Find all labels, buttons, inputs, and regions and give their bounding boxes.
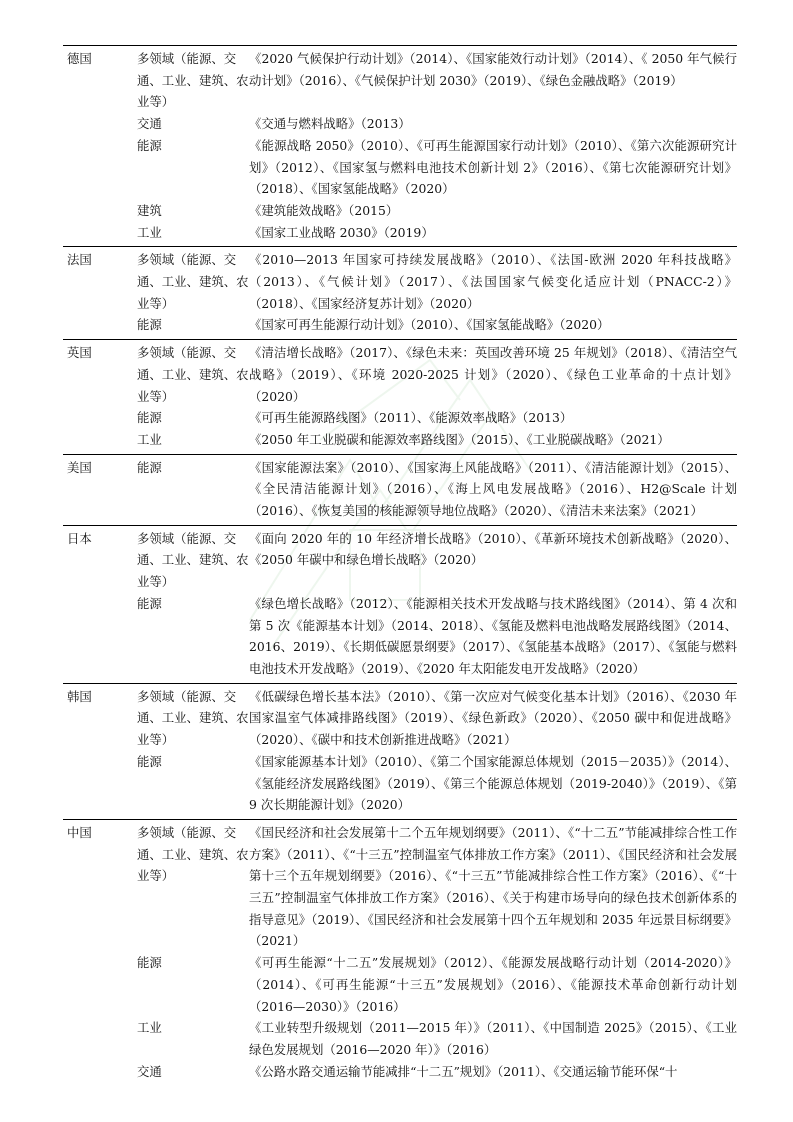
country-cell: 美国 — [67, 459, 92, 475]
sector-cell: 工业 — [137, 1020, 162, 1036]
sector-cell: 能源 — [137, 317, 162, 333]
sector-cell: 能源 — [137, 595, 162, 611]
sector-cell: 多领域（能源、交通、工业、建筑、农业等） — [137, 345, 249, 404]
country-cell: 英国 — [67, 345, 92, 361]
table-row — [63, 340, 737, 408]
country-cell — [63, 593, 137, 683]
documents-cell: 《清洁增长战略》（2017）、《绿色未来：英国改善环境 25 年规划》（2018）、《清洁空气战略》（2019）、《环境 2020-2025 计划》（2020）、《绿色工业革命的十点计划》（2020） — [249, 345, 737, 404]
sector-cell: 工业 — [137, 431, 162, 447]
sector-cell: 能源 — [137, 459, 162, 475]
documents-cell: 《国家可再生能源行动计划》（2010）、《国家氢能战略》（2020） — [249, 317, 610, 333]
documents-cell: 《能源战略 2050》（2010）、《可再生能源国家行动计划》（2010）、《第六次能源研究计划》（2012）、《国家氢与燃料电池技术创新计划 2》（2016）、《第七次能源研究计划》（2018）、《国家氢能战略》（2020） — [249, 137, 737, 197]
table-row — [63, 135, 737, 200]
documents-cell: 《2010—2013 年国家可持续发展战略》（2010）、《法国-欧洲 2020 年科技战略》（2013）、《气候计划》（2017）、《法国国家气候变化适应计划（PNACC-2）》（2018）、《国家经济复苏计划》（2020） — [249, 252, 737, 311]
table-row — [63, 593, 737, 683]
country-cell — [63, 1017, 137, 1060]
table-row — [63, 1061, 737, 1086]
documents-cell: 《2020 气候保护行动计划》（2014）、《国家能效行动计划》（2014）、《 2050 年气候行动计划》（2016）、《气候保护计划 2030》（2019）、《绿色金融战略》（2019） — [249, 51, 737, 88]
documents-cell: 《可再生能源路线图》（2011）、《能源效率战略》（2013） — [249, 410, 573, 426]
country-cell — [63, 113, 137, 135]
table-row — [63, 113, 737, 135]
country-cell: 日本 — [67, 530, 92, 546]
country-cell: 中国 — [67, 824, 92, 840]
documents-cell: 《可再生能源“十二五”发展规划》（2012）、《能源发展战略行动计划（2014-2020）》（2014）、《可再生能源“十三五”发展规划》（2016）、《能源技术革命创新行动计划（2016—2030）》（2016） — [249, 955, 737, 1014]
policy-table-page — [63, 45, 737, 1085]
sector-cell: 能源 — [137, 410, 162, 426]
country-cell — [63, 429, 137, 454]
table-row — [63, 525, 737, 593]
sector-cell: 能源 — [137, 955, 162, 971]
documents-cell: 《国民经济和社会发展第十二个五年规划纲要》（2011）、《“十二五”节能减排综合性工作方案》（2011）、《“十三五”控制温室气体排放工作方案》（2011）、《国民经济和社会发展第十三个五年规划纲要》（2016）、《“十三五”节能减排综合性工作方案》（2016）、《“十三五”控制温室气体排放工作方案》（2016）、《关于构建市场导向的绿色技术创新体系的指导意见》（2019）、《国民经济和社会发展第十四个五年规划和 2035 年远景目标纲要》（2021） — [249, 824, 737, 949]
country-cell — [63, 200, 137, 222]
country-cell: 德国 — [67, 51, 92, 66]
table-row — [63, 819, 737, 952]
documents-cell: 《绿色增长战略》（2012）、《能源相关技术开发战略与技术路线图》（2014）、第 4 次和第 5 次《能源基本计划》（2014、2018）、《氢能及燃料电池战略发展路线图》（2014、2016、2019）、《长期低碳愿景纲要》（2017）、《氢能基本战略》（2017）、《氢能与燃料电池技术开发战略》（2019）、《2020 年太阳能发电开发战略》（2020） — [249, 595, 737, 676]
country-cell — [63, 314, 137, 339]
country-cell — [63, 751, 137, 820]
country-cell: 法国 — [67, 252, 92, 268]
sector-cell: 工业 — [137, 224, 162, 240]
sector-cell: 多领域（能源、交通、工业、建筑、农业等） — [137, 252, 249, 311]
table-row — [63, 429, 737, 454]
country-cell: 韩国 — [67, 688, 92, 704]
country-cell — [63, 407, 137, 429]
sector-cell: 多领域（能源、交通、工业、建筑、农业等） — [137, 688, 249, 748]
table-row — [63, 407, 737, 429]
country-cell — [63, 1061, 137, 1086]
documents-cell: 《工业转型升级规划（2011—2015 年）》（2011）、《中国制造 2025》（2015）、《工业绿色发展规划（2016—2020 年）》（2016） — [249, 1020, 737, 1057]
table-row — [63, 46, 737, 114]
sector-cell: 多领域（能源、交通、工业、建筑、农业等） — [137, 824, 249, 884]
table-row — [63, 1017, 737, 1060]
sector-cell: 多领域（能源、交通、工业、建筑、农业等） — [137, 51, 249, 110]
sector-cell: 交通 — [137, 1063, 162, 1079]
table-row — [63, 683, 737, 751]
table-row — [63, 247, 737, 315]
country-cell — [63, 952, 137, 1017]
country-cell — [63, 222, 137, 247]
table-row — [63, 751, 737, 820]
documents-cell: 《国家能源法案》（2010）、《国家海上风能战略》（2011）、《清洁能源计划》（2015）、《全民清洁能源计划》（2016）、《海上风电发展战略》（2016）、H2@Scale 计划（2016）、《恢复美国的核能源领导地位战略》（2020）、《清洁未来法案》（2021） — [249, 459, 737, 519]
sector-cell: 多领域（能源、交通、工业、建筑、农业等） — [137, 530, 249, 590]
table-row — [63, 952, 737, 1017]
country-cell — [63, 135, 137, 200]
table-row — [63, 314, 737, 339]
table-row — [63, 454, 737, 525]
policy-table-body — [63, 46, 737, 1086]
table-row — [63, 200, 737, 222]
documents-cell: 《面向 2020 年的 10 年经济增长战略》（2010）、《革新环境技术创新战略》（2020）、《2050 年碳中和绿色增长战略》（2020） — [249, 530, 737, 568]
sector-cell: 交通 — [137, 116, 162, 132]
table-row — [63, 222, 737, 247]
documents-cell: 《2050 年工业脱碳和能源效率路线图》（2015）、《工业脱碳战略》（2021） — [249, 431, 670, 447]
documents-cell: 《国家工业战略 2030》（2019） — [249, 224, 434, 240]
documents-cell: 《建筑能效战略》（2015） — [249, 202, 399, 218]
sector-cell: 能源 — [137, 753, 162, 769]
sector-cell: 建筑 — [137, 202, 162, 218]
sector-cell: 能源 — [137, 137, 162, 153]
documents-cell: 《公路水路交通运输节能减排“十二五”规划》（2011）、《交通运输节能环保“十 — [249, 1063, 678, 1079]
documents-cell: 《交通与燃料战略》（2013） — [249, 116, 411, 132]
documents-cell: 《国家能源基本计划》（2010）、《第二个国家能源总体规划（2015－2035）》（2014）、《氢能经济发展路线图》（2019）、《第三个能源总体规划（2019-2040）》（2019）、《第 9 次长期能源计划》（2020） — [249, 753, 737, 813]
documents-cell: 《低碳绿色增长基本法》（2010）、《第一次应对气候变化基本计划》（2016）、《2030 年国家温室气体减排路线图》（2019）、《绿色新政》（2020）、《2050 碳中和促进战略》（2020）、《碳中和技术创新推进战略》（2021） — [249, 688, 737, 748]
policy-table — [63, 45, 737, 1085]
